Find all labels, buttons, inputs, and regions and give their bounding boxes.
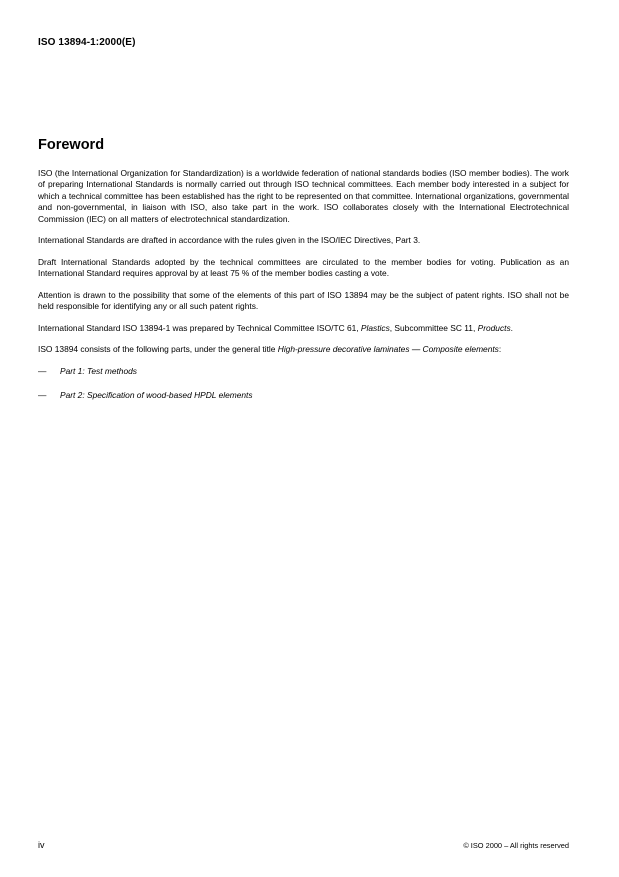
part-label: Part 2: Specification of wood-based HPDL elements bbox=[60, 389, 253, 400]
paragraph-iso-intro: ISO (the International Organization for Standardization) is a worldwide federation of national standards bodies (ISO member bodies). The work of preparing International Standards is normally carried out through ISO technical committees. Each member body interested in a subject for which a technical committee has been established has the right to be represented on that committee. International organizations, governmental and non-governmental, in liaison with ISO, also take part in the work. ISO collaborates closely with the International Electrotechnical Commission (IEC) on all matters of electrotechnical standardization. bbox=[38, 168, 569, 224]
copyright-notice: © ISO 2000 – All rights reserved bbox=[463, 841, 569, 850]
paragraph-draft-standards: Draft International Standards adopted by the technical committees are circulated to the member bodies for voting. Publication as an International Standard requires approval by at least 75 % of the member bodies casting a vote. bbox=[38, 256, 569, 279]
paragraph-prepared-by bbox=[38, 323, 569, 334]
list-dash: — bbox=[38, 366, 47, 376]
page-title: Foreword bbox=[38, 137, 105, 153]
parts-intro-end: : bbox=[498, 344, 502, 355]
prepared-by-text: International Standard ISO 13894-1 was prepared by Technical Committee ISO/TC 61, bbox=[38, 322, 361, 333]
foreword-body bbox=[38, 168, 569, 414]
document-id-header: ISO 13894-1:2000(E) bbox=[38, 37, 136, 48]
page-number: iv bbox=[38, 840, 45, 850]
prepared-by-middle: , Subcommittee SC 11, bbox=[389, 322, 478, 333]
list-item-part-1 bbox=[38, 366, 569, 377]
committee-name: Plastics bbox=[360, 322, 390, 333]
subcommittee-name: Products bbox=[477, 322, 511, 333]
prepared-by-end: . bbox=[510, 322, 513, 333]
part-label: Part 1: Test methods bbox=[60, 366, 137, 376]
list-dash: — bbox=[38, 389, 47, 400]
paragraph-patent-rights: Attention is drawn to the possibility that some of the elements of this part of ISO 13894 may be the subject of patent rights. ISO shall not be held responsible for identifying any or all such patent rights. bbox=[38, 289, 569, 312]
paragraph-directives: International Standards are drafted in accordance with the rules given in the ISO/IEC Directives, Part 3. bbox=[38, 235, 421, 246]
list-item-part-2 bbox=[38, 390, 569, 401]
parts-intro-text: ISO 13894 consists of the following parts, under the general title bbox=[38, 344, 278, 355]
general-title: High-pressure decorative laminates — Composite elements bbox=[277, 344, 499, 355]
paragraph-parts-intro bbox=[38, 344, 569, 355]
